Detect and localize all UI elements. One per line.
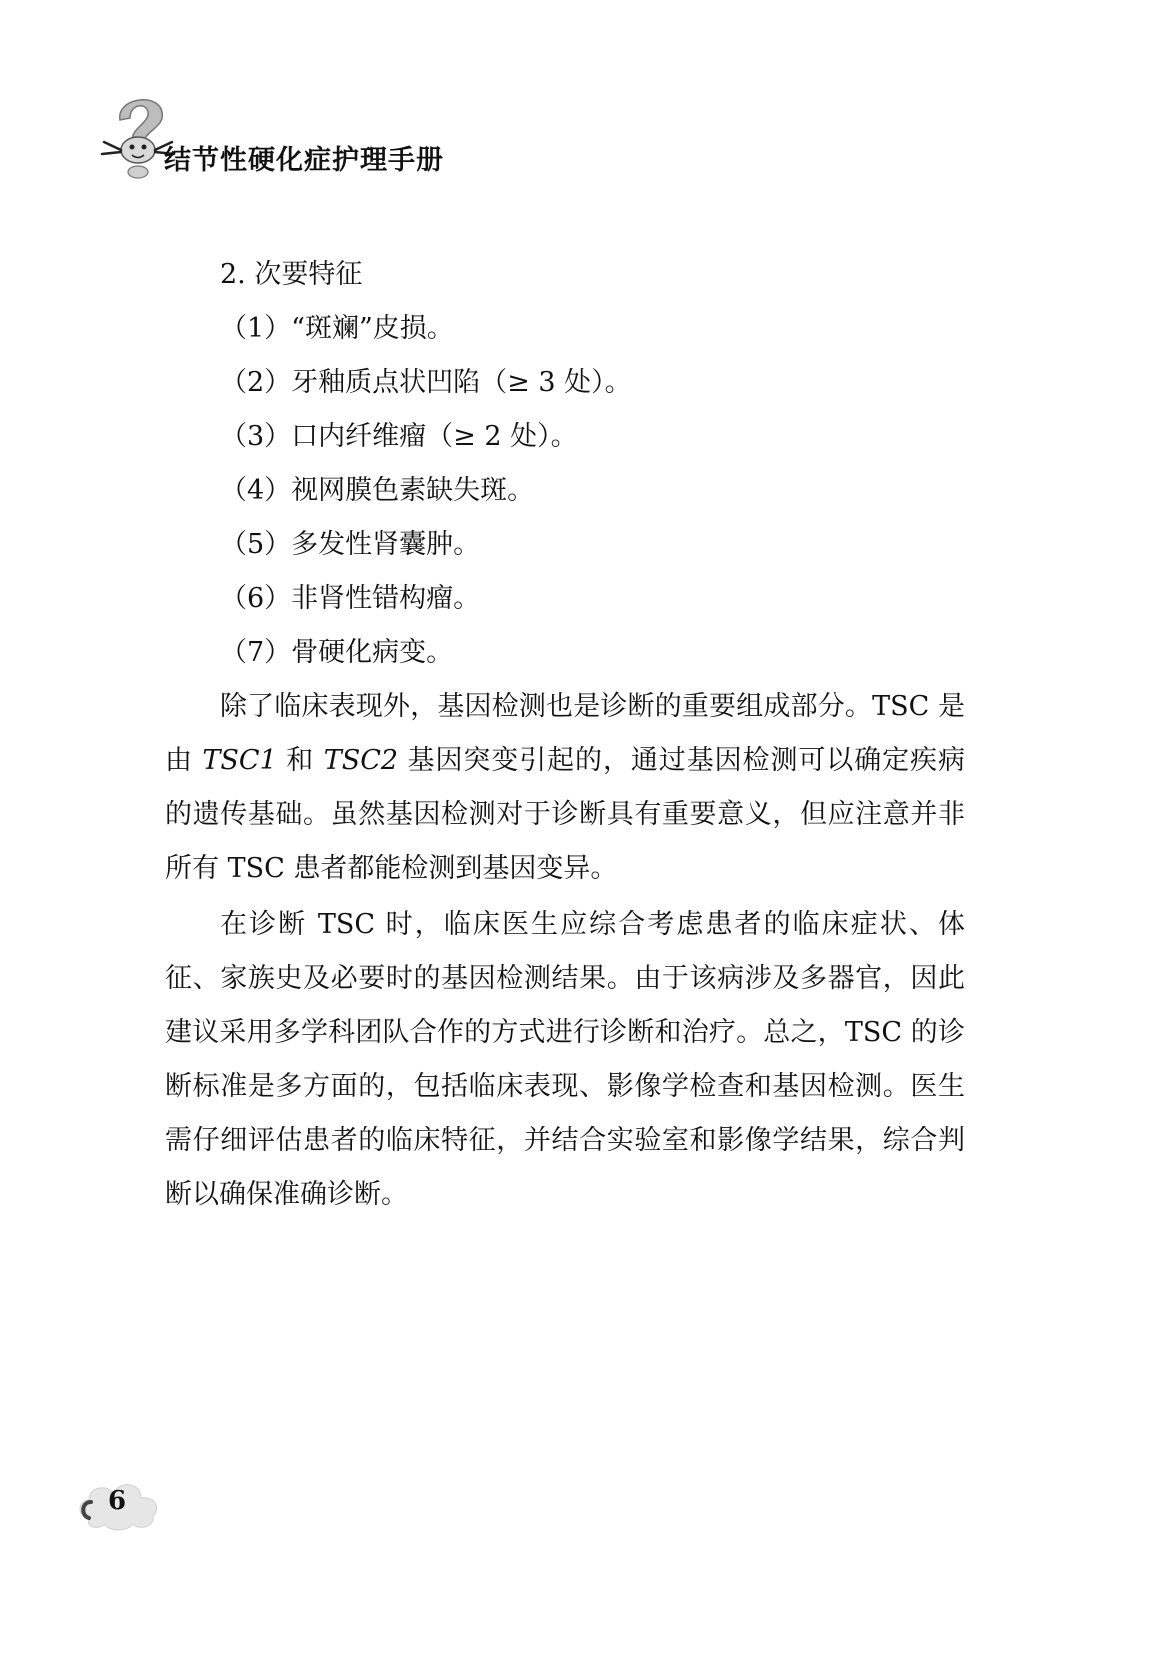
paragraph-text: 基因突变引起的，通过基因检测可以确定疾病的遗传基础。虽然基因检测对于诊断具有重要意义，但应注意并非所有 TSC 患者都能检测到基因变异。	[165, 745, 965, 884]
book-title: 结节性硬化症护理手册	[164, 145, 444, 176]
list-item: （3）口内纤维瘤（≥ 2 处）。	[220, 421, 578, 452]
page-header	[98, 90, 518, 180]
list-item: （6）非肾性错构瘤。	[220, 583, 481, 614]
list-item: （5）多发性肾囊肿。	[220, 529, 481, 560]
list-item: （4）视网膜色素缺失斑。	[220, 475, 535, 506]
page-number: 6	[108, 1486, 127, 1516]
paragraph-diagnosis: 在诊断 TSC 时，临床医生应综合考虑患者的临床症状、体征、家族史及必要时的基因检测结果。由于该病涉及多器官，因此建议采用多学科团队合作的方式进行诊断和治疗。总之，TSC 的诊断标准是多方面的，包括临床表现、影像学检查和基因检测。医生需仔细评估患者的临床特征，并结合实验室和影像学结果，综合判断以确保准确诊断。	[165, 909, 965, 1210]
paragraph-text: 除了临床表现外，基因检测也是诊断的重要组成部分。TSC 是由	[165, 691, 965, 776]
list-item: （2）牙釉质点状凹陷（≥ 3 处）。	[220, 367, 632, 398]
paragraph-text: 和	[276, 745, 324, 776]
gene-name-tsc1: TSC1	[202, 745, 277, 776]
list-item: （1）“斑斓”皮损。	[220, 313, 454, 344]
paragraph-genetic-testing	[165, 680, 965, 896]
page-number-badge	[75, 1474, 165, 1534]
page-content	[165, 248, 965, 1222]
list-item: （7）骨硬化病变。	[220, 637, 454, 668]
gene-name-tsc2: TSC2	[323, 745, 399, 776]
section-heading: 2. 次要特征	[220, 259, 363, 290]
